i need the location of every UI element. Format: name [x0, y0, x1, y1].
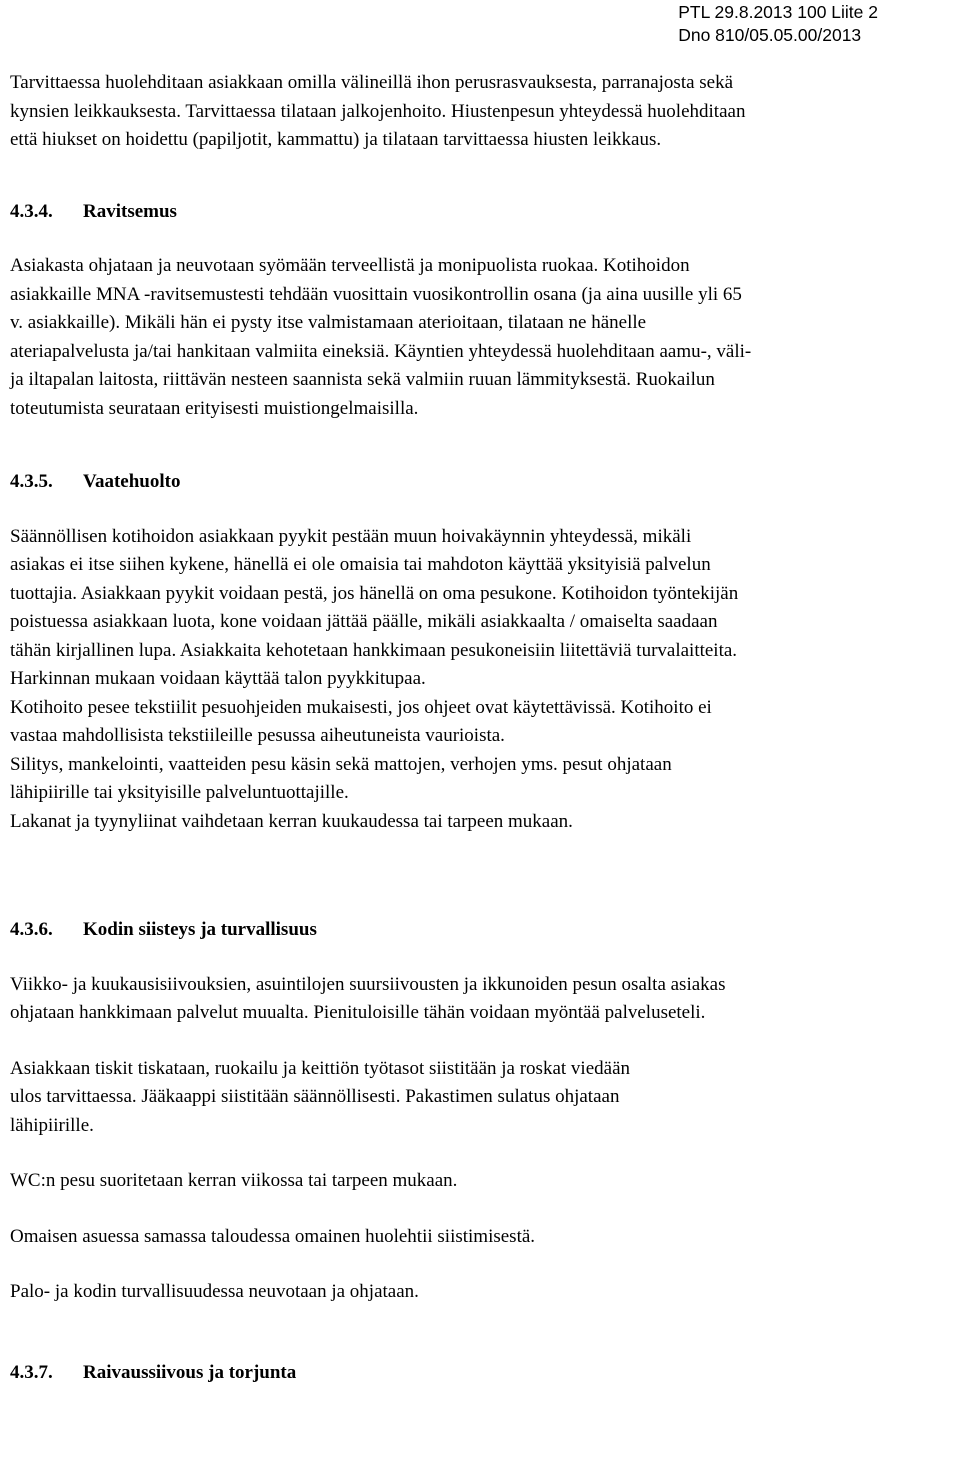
text-line: Silitys, mankelointi, vaatteiden pesu käsin sekä mattojen, verhojen yms. pesut ohjataan: [10, 753, 672, 775]
text-line: asiakas ei itse siihen kykene, hänellä ei ole omaisia tai mahdoton käyttää yksityisiä palvelun: [10, 554, 711, 575]
document-body: [10, 69, 930, 1387]
section-title: Vaatehuolto: [83, 471, 181, 492]
text-line: kynsien leikkauksesta. Tarvittaessa tilataan jalkojenhoito. Hiustenpesun yhteydessä huolehditaan: [10, 100, 746, 122]
text-line: Säännöllisen kotihoidon asiakkaan pyykit pestään muun hoivakäynnin yhteydessä, mikäli: [10, 525, 692, 547]
cleaning-paragraph-3: [10, 1167, 930, 1196]
cleaning-paragraph-4: [10, 1223, 930, 1252]
text-line: ohjataan hankkimaan palvelut muualta. Pienituloisille tähän voidaan myöntää palveluseteli.: [10, 1002, 706, 1023]
section-number: 4.3.7.: [10, 1361, 53, 1383]
text-line: ulos tarvittaessa. Jääkaappi siistitään säännöllisesti. Pakastimen sulatus ohjataan: [10, 1086, 620, 1107]
cleaning-paragraph-5: [10, 1278, 930, 1307]
section-heading-4-3-5: [10, 468, 930, 497]
text-line: lähipiirille.: [10, 1114, 94, 1136]
text-line: v. asiakkaille). Mikäli hän ei pysty itse valmistamaan aterioitaan, tilataan ne hänelle: [10, 312, 647, 333]
text-line: ateriapalvelusta ja/tai hankitaan valmiita eineksiä. Käyntien yhteydessä huolehditaan aamu-, väli-: [10, 340, 752, 362]
text-line: Omaisen asuessa samassa taloudessa omainen huolehtii siistimisestä.: [10, 1225, 536, 1247]
cleaning-paragraph-1: [10, 971, 930, 1028]
text-line: Asiakasta ohjataan ja neuvotaan syömään terveellistä ja monipuolista ruokaa. Kotihoidon: [10, 255, 690, 276]
section-number: 4.3.5.: [10, 471, 53, 492]
section-number: 4.3.4.: [10, 200, 53, 222]
nutrition-paragraph: [10, 252, 930, 423]
text-line: Tarvittaessa huolehditaan asiakkaan omilla välineillä ihon perusrasvauksesta, parranajosta sekä: [10, 72, 734, 93]
text-line: Kotihoito pesee tekstiilit pesuohjeiden mukaisesti, jos ohjeet ovat käytettävissä. Kotihoito ei: [10, 696, 712, 718]
cleaning-paragraph-2: [10, 1055, 930, 1141]
text-line: tähän kirjallinen lupa. Asiakkaita kehotetaan hankkimaan pesukoneisiin liitettäviä turvalaitteita.: [10, 639, 738, 661]
text-line: että hiukset on hoidettu (papiljotit, kammattu) ja tilataan tarvittaessa hiusten leikkaus.: [10, 129, 662, 150]
intro-paragraph: [10, 69, 930, 155]
text-line: Palo- ja kodin turvallisuudessa neuvotaan ja ohjataan.: [10, 1281, 419, 1302]
text-line: toteutumista seurataan erityisesti muistiongelmaisilla.: [10, 397, 419, 419]
header-record-number: Dno 810/05.05.00/2013: [678, 25, 862, 45]
text-line: WC:n pesu suoritetaan kerran viikossa tai tarpeen mukaan.: [10, 1170, 458, 1191]
section-heading-4-3-7: [10, 1359, 930, 1388]
text-line: vastaa mahdollisista tekstiileille pesussa aiheutuneista vaurioista.: [10, 725, 505, 746]
text-line: tuottajia. Asiakkaan pyykit voidaan pestä, jos hänellä on oma pesukone. Kotihoidon työntekijän: [10, 582, 739, 604]
section-title: Raivaussiivous ja torjunta: [83, 1361, 297, 1383]
section-number: 4.3.6.: [10, 919, 53, 940]
text-line: poistuessa asiakkaan luota, kone voidaan jättää päälle, mikäli asiakkaalta / omaiselta saadaan: [10, 611, 718, 632]
text-line: Lakanat ja tyynyliinat vaihdetaan kerran kuukaudessa tai tarpeen mukaan.: [10, 810, 573, 832]
section-title: Ravitsemus: [83, 200, 177, 222]
section-title: Kodin siisteys ja turvallisuus: [83, 919, 317, 940]
header-reference: PTL 29.8.2013 100 Liite 2: [678, 2, 878, 22]
text-line: lähipiirille tai yksityisille palveluntuottajille.: [10, 782, 349, 803]
text-line: Asiakkaan tiskit tiskataan, ruokailu ja keittiön työtasot siistitään ja roskat viedään: [10, 1057, 630, 1079]
text-line: Viikko- ja kuukausisiivouksien, asuintilojen suursiivousten ja ikkunoiden pesun osalta asiakas: [10, 973, 726, 995]
section-heading-4-3-6: [10, 916, 930, 945]
text-line: asiakkaille MNA -ravitsemustesti tehdään vuosittain vuosikontrollin osana (ja aina uusille yli 65: [10, 283, 742, 305]
text-line: ja iltapalan laitosta, riittävän nesteen saannista sekä valmiin ruuan lämmityksestä. Ruokailun: [10, 369, 715, 390]
text-line: Harkinnan mukaan voidaan käyttää talon pyykkitupaa.: [10, 668, 426, 689]
document-header: [678, 1, 878, 47]
section-heading-4-3-4: [10, 198, 930, 227]
laundry-paragraph: [10, 523, 930, 837]
